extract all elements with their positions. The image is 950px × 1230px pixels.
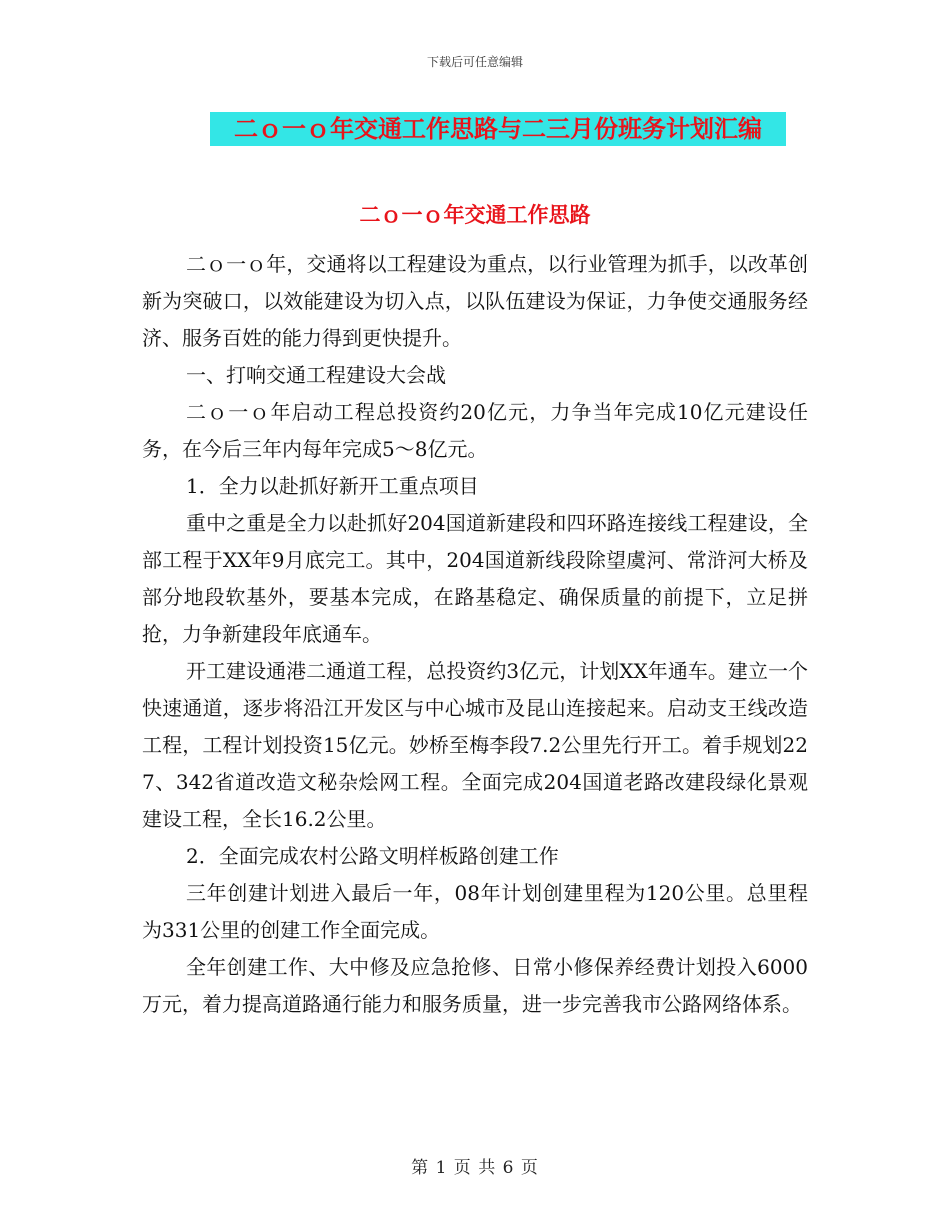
document-title: 二ｏ一ｏ年交通工作思路与二三月份班务计划汇编 (210, 112, 786, 146)
paragraph-investment: 二ｏ一ｏ年启动工程总投资约20亿元，力争当年完成10亿元建设任务，在今后三年内每年完成5～8亿元。 (142, 400, 808, 461)
heading-rural-roads: 2．全面完成农村公路文明样板路创建工作 (186, 844, 559, 868)
paragraph-funding: 全年创建工作、大中修及应急抢修、日常小修保养经费计划投入6000万元，着力提高道路通行能力和服务质量，进一步完善我市公路网络体系。 (142, 955, 808, 1016)
paragraph-three-year-plan: 三年创建计划进入最后一年，08年计划创建里程为120公里。总里程为331公里的创建工作全面完成。 (142, 881, 808, 942)
document-body (142, 246, 808, 1023)
paragraph-port-channel: 开工建设通港二通道工程，总投资约3亿元，计划XX年通车。建立一个快速通道，逐步将沿江开发区与中心城市及昆山连接起来。启动支王线改造工程，工程计划投资15亿元。妙桥至梅李段7.2公里先行开工。着手规划227、342省道改造文秘杂烩网工程。全面完成204国道老路改建段绿化景观建设工程，全长16.2公里。 (142, 659, 808, 831)
paragraph-intro: 二ｏ一ｏ年，交通将以工程建设为重点，以行业管理为抓手，以改革创新为突破口，以效能建设为切入点，以队伍建设为保证，力争使交通服务经济、服务百姓的能力得到更快提升。 (142, 252, 808, 350)
heading-construction-campaign: 一、打响交通工程建设大会战 (186, 363, 446, 387)
section-title: 二ｏ一ｏ年交通工作思路 (359, 202, 591, 227)
paragraph-key-project-204: 重中之重是全力以赴抓好204国道新建段和四环路连接线工程建设，全部工程于XX年9月底完工。其中，204国道新线段除望虞河、常浒河大桥及部分地段软基外，要基本完成，在路基稳定、确保质量的前提下，立足拼抢，力争新建段年底通车。 (142, 511, 808, 646)
page-number: 第 1 页 共 6 页 (411, 1158, 539, 1178)
page-header-note: 下载后可任意编辑 (426, 55, 523, 69)
heading-new-key-projects: 1．全力以赴抓好新开工重点项目 (186, 474, 479, 498)
